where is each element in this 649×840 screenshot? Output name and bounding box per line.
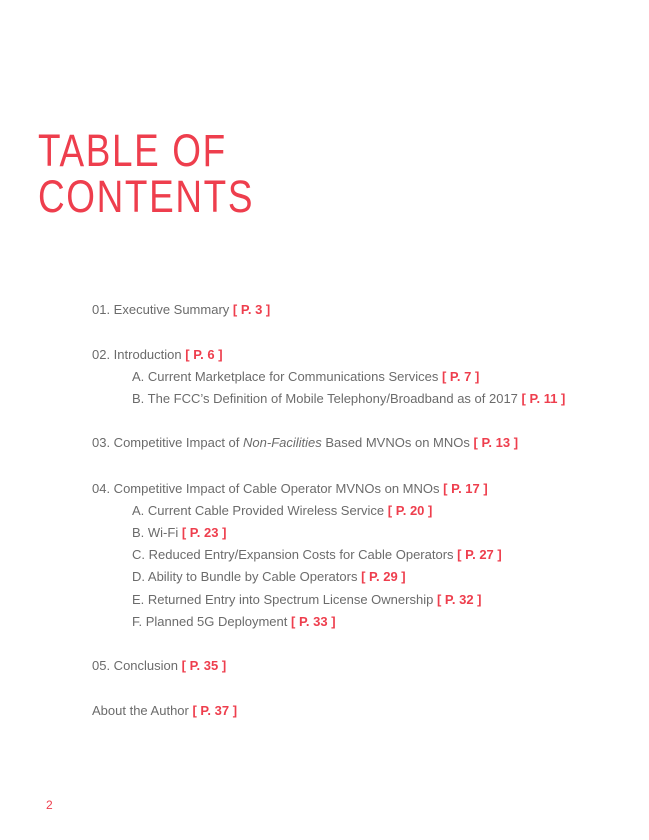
toc-entry-label: B. Wi-Fi xyxy=(132,525,179,540)
toc-page-ref: [ P. 11 ] xyxy=(521,391,566,406)
toc-entry-label: 01. Executive Summary xyxy=(92,302,230,317)
title-line-2: CONTENTS xyxy=(38,171,255,222)
toc-entry-wi-fi[interactable] xyxy=(132,525,226,541)
toc-entry-introduction[interactable] xyxy=(92,347,223,363)
toc-entry-label: 04. Competitive Impact of Cable Operator MVNOs on MNOs xyxy=(92,481,440,496)
toc-page-ref: [ P. 6 ] xyxy=(185,347,223,362)
toc-entry-about-the-author[interactable] xyxy=(92,703,237,719)
toc-entry-label: 02. Introduction xyxy=(92,347,182,362)
toc-entry-cable-wireless-service[interactable] xyxy=(132,503,432,519)
toc-entry-label: E. Returned Entry into Spectrum License Ownership xyxy=(132,592,434,607)
toc-page-ref: [ P. 20 ] xyxy=(387,503,433,518)
toc-entry-label: B. The FCC’s Definition of Mobile Telephony/Broadband as of 2017 xyxy=(132,391,518,406)
toc-entry-label: 05. Conclusion xyxy=(92,658,178,673)
toc-entry-competitive-impact-non-facilities[interactable] xyxy=(92,435,518,451)
toc-page-ref: [ P. 33 ] xyxy=(291,614,336,629)
toc-page-ref: [ P. 29 ] xyxy=(361,569,406,584)
toc-entry-competitive-impact-cable[interactable] xyxy=(92,481,488,497)
toc-entry-label: D. Ability to Bundle by Cable Operators xyxy=(132,569,358,584)
toc-page-ref: [ P. 7 ] xyxy=(441,369,480,384)
toc-page-ref: [ P. 23 ] xyxy=(181,525,227,540)
toc-page-ref: [ P. 17 ] xyxy=(443,481,488,496)
toc-entry-label-post: Based MVNOs on MNOs xyxy=(321,435,470,450)
toc-entry-executive-summary[interactable] xyxy=(92,302,270,318)
toc-entry-ability-to-bundle[interactable] xyxy=(132,569,406,585)
toc-entry-5g-deployment[interactable] xyxy=(132,614,336,630)
toc-entry-label: About the Author xyxy=(92,703,189,718)
toc-entry-reduced-entry-costs[interactable] xyxy=(132,547,502,563)
toc-entry-current-marketplace[interactable] xyxy=(132,369,479,385)
toc-page-ref: [ P. 37 ] xyxy=(192,703,238,718)
toc-page-ref: [ P. 32 ] xyxy=(436,592,482,607)
toc-entry-conclusion[interactable] xyxy=(92,658,226,674)
toc-page-ref: [ P. 13 ] xyxy=(473,435,519,450)
toc-entry-label: F. Planned 5G Deployment xyxy=(132,614,288,629)
toc-page-ref: [ P. 3 ] xyxy=(232,302,271,317)
toc-entry-label-pre: 03. Competitive Impact of xyxy=(92,435,244,450)
toc-entry-spectrum-license[interactable] xyxy=(132,592,482,608)
toc-entry-label: A. Current Marketplace for Communications Services xyxy=(132,369,439,384)
toc-entry-label-emphasis: Non-Facilities xyxy=(243,435,322,450)
title-line-1: TABLE OF xyxy=(38,125,227,176)
page-number: 2 xyxy=(46,798,53,812)
toc-page-ref: [ P. 27 ] xyxy=(457,547,502,562)
toc-entry-label: C. Reduced Entry/Expansion Costs for Cable Operators xyxy=(132,547,454,562)
toc-entry-label: A. Current Cable Provided Wireless Service xyxy=(132,503,385,518)
toc-page-ref: [ P. 35 ] xyxy=(181,658,227,673)
toc-entry-fcc-definition[interactable] xyxy=(132,391,565,407)
